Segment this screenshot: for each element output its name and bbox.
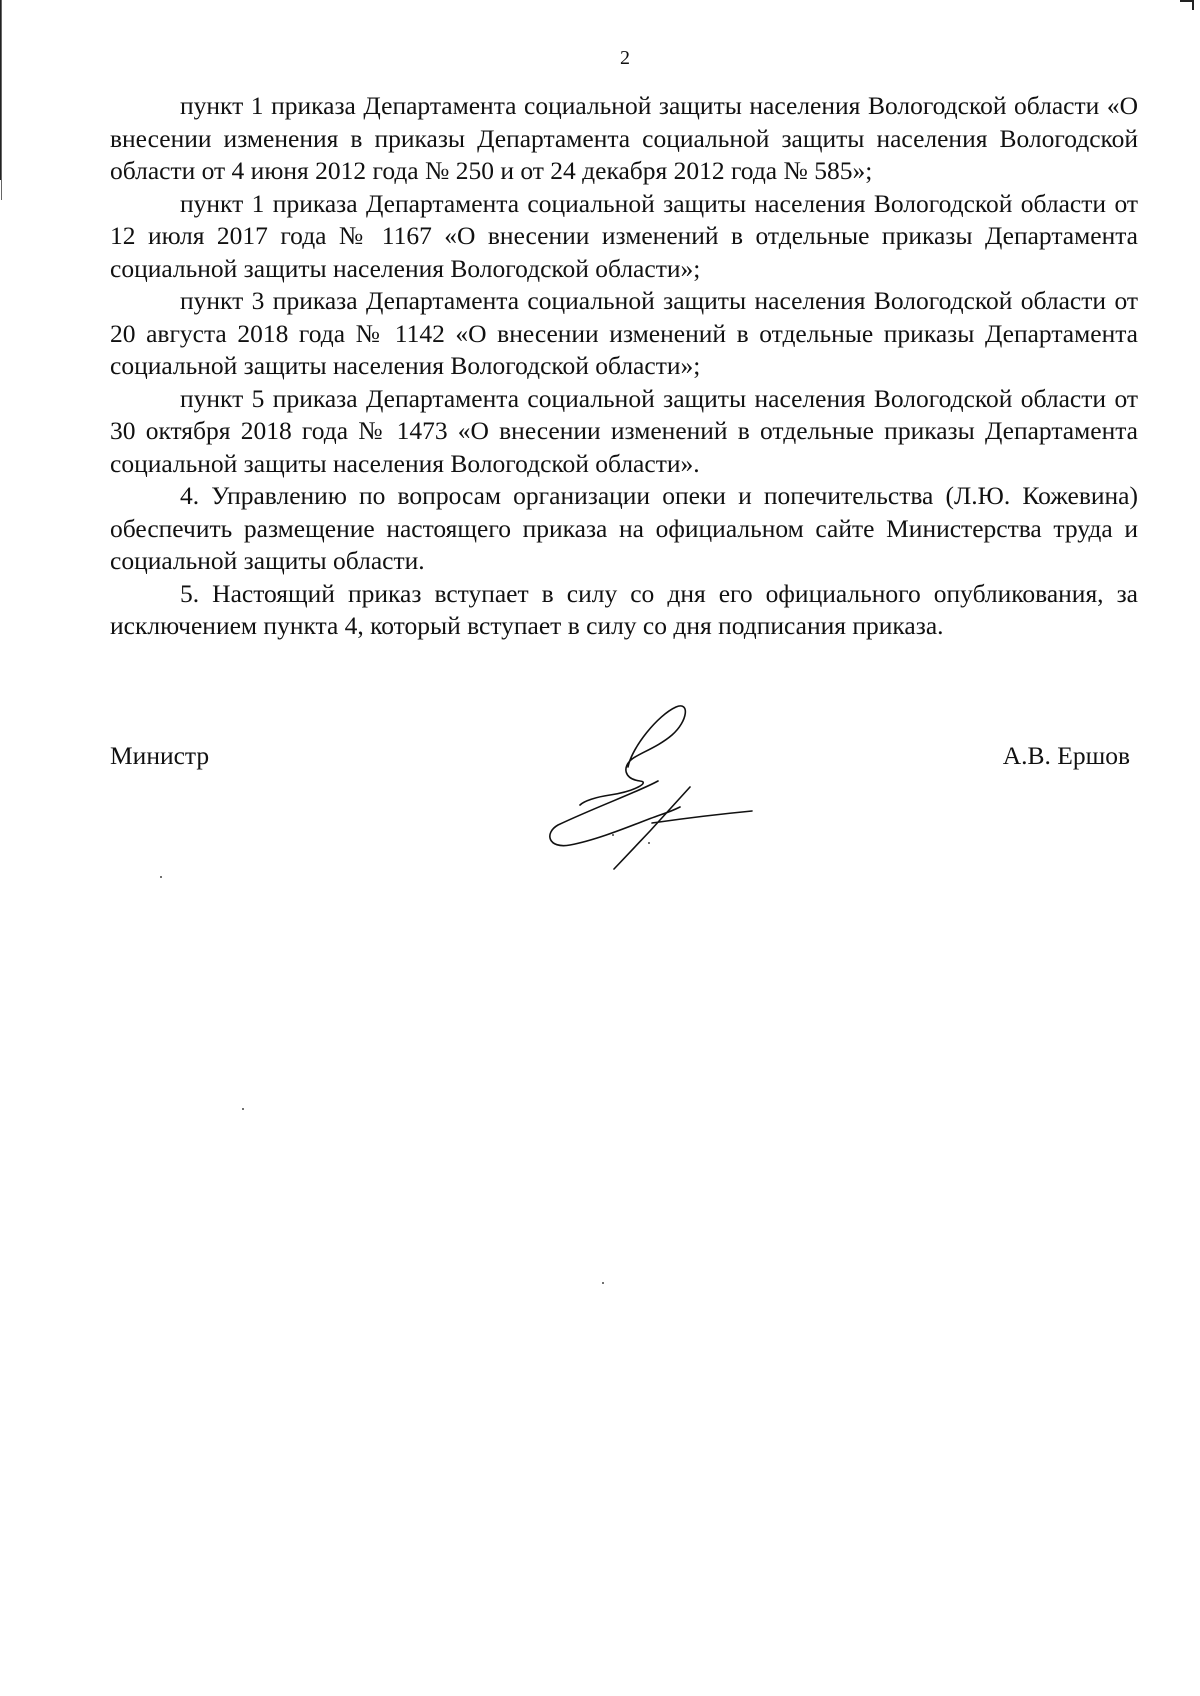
handwritten-signature xyxy=(540,695,760,875)
paragraph-4-publication: 4. Управлению по вопросам организации опеки и попечительства (Л.Ю. Кожевина) обеспечить размещение настоящего приказа на официальном сайте Министерства труда и социальной защиты области. xyxy=(110,481,1138,575)
scan-speck xyxy=(648,842,650,844)
scan-edge-left-inner xyxy=(1,0,2,200)
signature-stroke-middle xyxy=(580,759,643,805)
scan-speck xyxy=(612,834,614,836)
paragraph-item-2: пункт 1 приказа Департамента социальной защиты населения Вологодской области от 12 июля 2017 года № 1167 «О внесении изменений в отдельные приказы Департамента социальной защиты населения Вологодской области»; xyxy=(110,188,1138,283)
paragraph-5-effective-date: 5. Настоящий приказ вступает в силу со дня его официального опубликования, за исключением пункта 4, который вступает в силу со дня подписания приказа. xyxy=(110,578,1138,640)
paragraph-item-1: пункт 1 приказа Департамента социальной защиты населения Вологодской области «О внесении изменения в приказы Департамента социальной защиты населения Вологодской области от 4 июня 2012 года № 250 и от 24 декабря 2012 года № 585»; xyxy=(110,91,1138,185)
scan-speck xyxy=(160,876,162,878)
signature-stroke-upper-loop xyxy=(628,706,685,767)
signature-stroke-lower-loop xyxy=(550,781,680,846)
scan-corner-mark xyxy=(1180,0,1194,10)
signatory-name: А.В. Ершов xyxy=(1002,741,1130,770)
signatory-title: Министр xyxy=(110,741,210,770)
paragraph-item-4: пункт 5 приказа Департамента социальной защиты населения Вологодской области от 30 октября 2018 года № 1473 «О внесении изменений в отдельные приказы Департамента социальной защиты населения Вологодской области». xyxy=(110,383,1138,478)
document-body xyxy=(110,90,1138,643)
scan-speck xyxy=(242,1108,244,1110)
scan-speck xyxy=(602,1282,604,1284)
paragraph-item-3: пункт 3 приказа Департамента социальной защиты населения Вологодской области от 20 августа 2018 года № 1142 «О внесении изменений в отдельные приказы Департамента социальной защиты населения Вологодской области»; xyxy=(110,286,1138,380)
page-number: 2 xyxy=(620,47,630,69)
